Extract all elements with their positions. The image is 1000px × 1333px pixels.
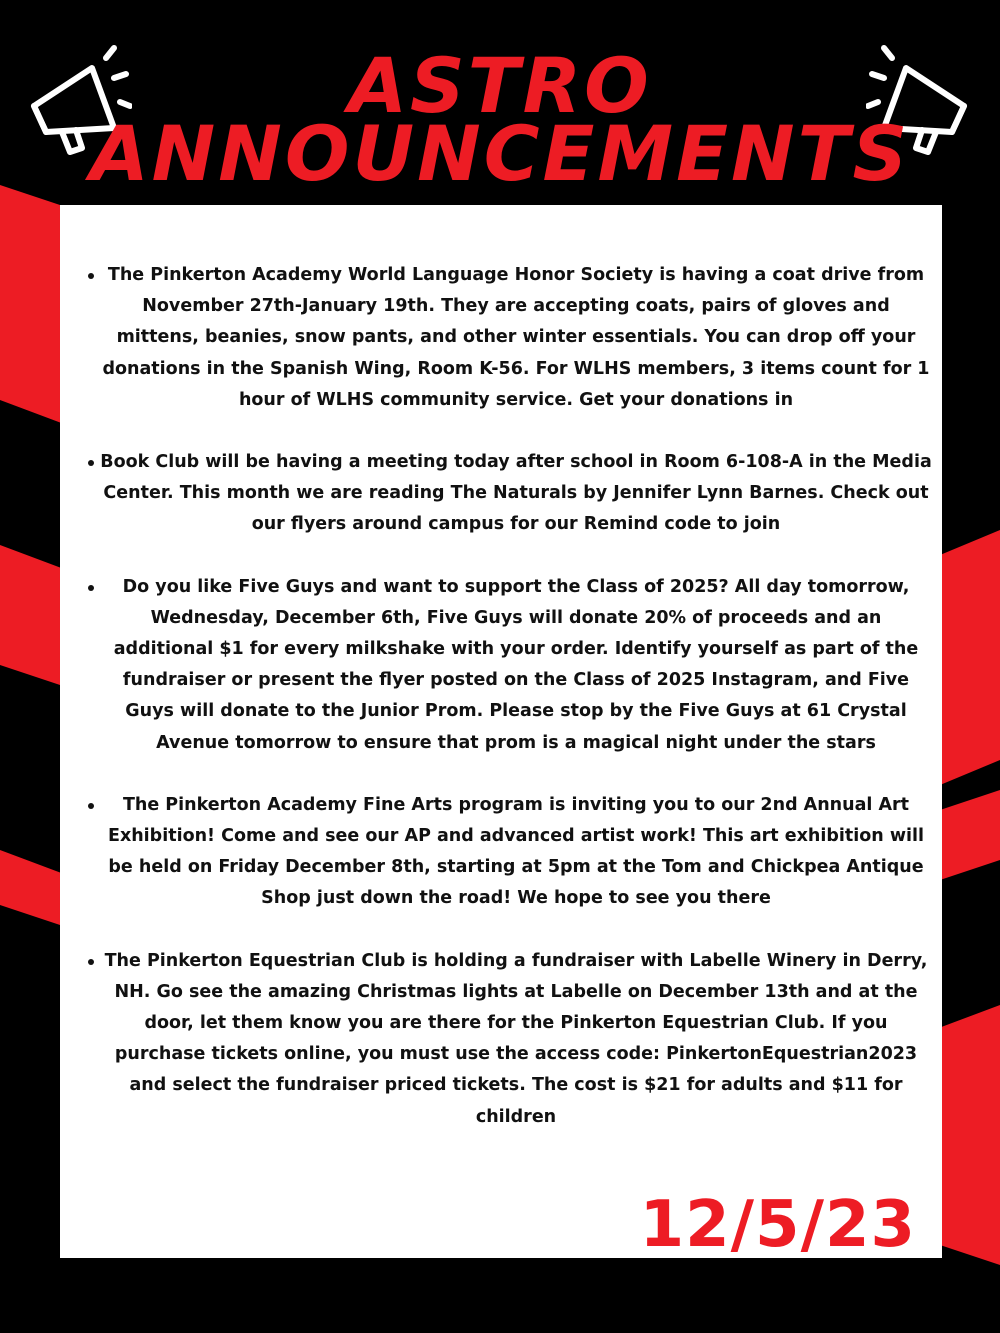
announcement-item [60, 260, 942, 416]
announcement-item [60, 790, 942, 915]
announcement-item [60, 946, 942, 1133]
announcement-text: The Pinkerton Equestrian Club is holding a fundraiser with Labelle Winery in Derry, NH. Go see the amazing Christmas lights at Labelle on December 13th and at the door, let them know you are there for the Pinkerton Equestrian Club. If you purchase tickets online, you must use the access code: PinkertonEquestrian2023 and select the fundraiser priced tickets. The cost is $21 for adults and $11 for children [104, 950, 928, 1127]
announcement-text: Book Club will be having a meeting today after school in Room 6-108-A in the Media Center. This month we are reading The Naturals by Jennifer Lynn Barnes. Check out our flyers around campus for our Remind code to join [100, 452, 932, 535]
announcement-text: Do you like Five Guys and want to support the Class of 2025? All day tomorrow, Wednesday, December 6th, Five Guys will donate 20% of proceeds and an additional $1 for every milkshake with your order. Identify yourself as part of the fundraiser or present the flyer posted on the Class of 2025 Instagram, and Five Guys will donate to the Junior Prom. Please stop by the Five Guys at 61 Crystal Avenue tomorrow to ensure that prom is a magical night under the stars [113, 576, 919, 753]
bullet-icon [88, 273, 94, 279]
announcement-item [60, 447, 942, 541]
announcement-list [60, 260, 942, 1164]
bullet-icon [88, 959, 94, 965]
page-title-line1: ASTRO [348, 41, 652, 130]
announcement-item [60, 572, 942, 759]
bullet-icon [88, 585, 94, 591]
announcement-date: 12/5/23 [639, 1188, 916, 1262]
page-title-line2: ANNOUNCEMENTS [89, 109, 911, 198]
bullet-icon [88, 803, 94, 809]
announcement-text: The Pinkerton Academy World Language Honor Society is having a coat drive from November 27th-January 19th. They are accepting coats, pairs of gloves and mittens, beanies, snow pants, and other winter essentials. You can drop off your donations in the Spanish Wing, Room K-56. For WLHS members, 3 items count for 1 hour of WLHS community service. Get your donations in [102, 265, 930, 410]
bullet-icon [88, 460, 94, 466]
announcement-text: The Pinkerton Academy Fine Arts program is inviting you to our 2nd Annual Art Exhibition! Come and see our AP and advanced artist work! This art exhibition will be held on Friday December 8th, starting at 5pm at the Tom and Chickpea Antique Shop just down the road! We hope to see you there [107, 794, 924, 909]
announcement-panel [60, 205, 942, 1262]
